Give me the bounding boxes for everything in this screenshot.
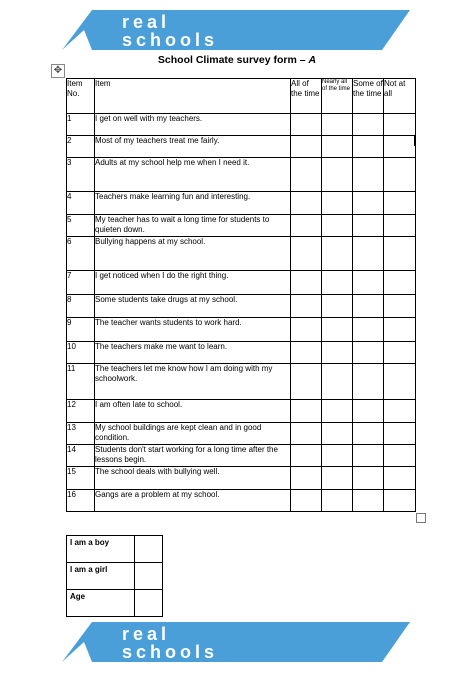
- response-some-cell[interactable]: [353, 342, 384, 364]
- table-row: [67, 114, 416, 136]
- response-nearly-cell[interactable]: [322, 114, 353, 136]
- header-item-no: Item No.: [67, 79, 95, 114]
- table-row: [67, 295, 416, 318]
- table-row: [67, 364, 416, 400]
- table-row: [67, 490, 416, 512]
- item-number: 6: [67, 237, 95, 271]
- item-number: 16: [67, 490, 95, 512]
- response-some-cell[interactable]: [353, 114, 384, 136]
- header-item: Item: [95, 79, 291, 114]
- label-i-am-a-girl: I am a girl: [67, 563, 135, 590]
- item-number: 1: [67, 114, 95, 136]
- item-statement: My teacher has to wait a long time for students to quieten down.: [95, 215, 291, 237]
- boy-checkbox-cell[interactable]: [135, 536, 163, 563]
- item-statement: Students don't start working for a long time after the lessons begin.: [95, 445, 291, 467]
- item-number: 13: [67, 423, 95, 445]
- response-nearly-cell[interactable]: [322, 423, 353, 445]
- item-statement: Gangs are a problem at my school.: [95, 490, 291, 512]
- item-statement: Adults at my school help me when I need it.: [95, 158, 291, 192]
- response-some-cell[interactable]: [353, 237, 384, 271]
- item-number: 8: [67, 295, 95, 318]
- response-some-cell[interactable]: [353, 136, 384, 158]
- item-statement: Most of my teachers treat me fairly.: [95, 136, 291, 158]
- response-not-cell[interactable]: [384, 136, 416, 158]
- response-all-cell[interactable]: [291, 318, 322, 342]
- response-nearly-cell[interactable]: [322, 445, 353, 467]
- logo-text-line2: schools: [122, 642, 219, 662]
- header-all-of-the-time: All of the time: [291, 79, 322, 114]
- table-row: [67, 318, 416, 342]
- item-statement: The teacher wants students to work hard.: [95, 318, 291, 342]
- logo-text-line2: schools: [122, 30, 219, 50]
- table-move-handle-icon[interactable]: ✥: [51, 64, 65, 78]
- item-number: 11: [67, 364, 95, 400]
- response-all-cell[interactable]: [291, 467, 322, 490]
- response-all-cell[interactable]: [291, 490, 322, 512]
- item-statement: The teachers make me want to learn.: [95, 342, 291, 364]
- title-main: School Climate survey form –: [157, 54, 309, 66]
- header-some-of-the-time: Some of the time: [353, 79, 384, 114]
- response-nearly-cell[interactable]: [322, 364, 353, 400]
- table-row: [67, 467, 416, 490]
- item-number: 9: [67, 318, 95, 342]
- header-nearly-all-of-the-time: Nearly all of the time: [322, 79, 353, 114]
- demographics-row-girl: [67, 563, 163, 590]
- table-row: [67, 423, 416, 445]
- table-row: [67, 192, 416, 215]
- response-nearly-cell[interactable]: [322, 318, 353, 342]
- item-number: 4: [67, 192, 95, 215]
- item-number: 10: [67, 342, 95, 364]
- item-number: 12: [67, 400, 95, 423]
- table-row: [67, 271, 416, 295]
- survey-table: [66, 78, 416, 512]
- response-some-cell[interactable]: [353, 467, 384, 490]
- response-all-cell[interactable]: [291, 158, 322, 192]
- response-nearly-cell[interactable]: [322, 295, 353, 318]
- response-some-cell[interactable]: [353, 295, 384, 318]
- text-cursor: [414, 136, 415, 146]
- response-not-cell[interactable]: [384, 490, 416, 512]
- response-some-cell[interactable]: [353, 192, 384, 215]
- logo-text-line1: real: [122, 12, 171, 32]
- response-nearly-cell[interactable]: [322, 192, 353, 215]
- response-not-cell[interactable]: [384, 445, 416, 467]
- real-schools-logo-top: [62, 10, 410, 50]
- response-all-cell[interactable]: [291, 400, 322, 423]
- response-some-cell[interactable]: [353, 215, 384, 237]
- demographics-table: [66, 535, 163, 617]
- response-nearly-cell[interactable]: [322, 136, 353, 158]
- item-statement: I am often late to school.: [95, 400, 291, 423]
- label-age: Age: [67, 590, 135, 617]
- response-all-cell[interactable]: [291, 445, 322, 467]
- response-nearly-cell[interactable]: [322, 467, 353, 490]
- item-statement: The teachers let me know how I am doing with my schoolwork.: [95, 364, 291, 400]
- item-statement: The school deals with bullying well.: [95, 467, 291, 490]
- item-statement: Bullying happens at my school.: [95, 237, 291, 271]
- table-row: [67, 342, 416, 364]
- title-variant: A: [308, 54, 317, 66]
- demographics-row-boy: [67, 536, 163, 563]
- response-not-cell[interactable]: [384, 364, 416, 400]
- response-not-cell[interactable]: [384, 342, 416, 364]
- response-some-cell[interactable]: [353, 364, 384, 400]
- response-all-cell[interactable]: [291, 215, 322, 237]
- response-all-cell[interactable]: [291, 364, 322, 400]
- label-i-am-a-boy: I am a boy: [67, 536, 135, 563]
- table-row: [67, 215, 416, 237]
- response-all-cell[interactable]: [291, 136, 322, 158]
- response-not-cell[interactable]: [384, 271, 416, 295]
- table-row: [67, 445, 416, 467]
- item-number: 2: [67, 136, 95, 158]
- table-header-row: [67, 79, 416, 114]
- response-all-cell[interactable]: [291, 271, 322, 295]
- response-not-cell[interactable]: [384, 318, 416, 342]
- response-some-cell[interactable]: [353, 318, 384, 342]
- response-some-cell[interactable]: [353, 158, 384, 192]
- response-not-cell[interactable]: [384, 215, 416, 237]
- real-schools-logo-bottom: [62, 622, 410, 662]
- response-not-cell[interactable]: [384, 400, 416, 423]
- response-some-cell[interactable]: [353, 271, 384, 295]
- response-all-cell[interactable]: [291, 342, 322, 364]
- response-nearly-cell[interactable]: [322, 400, 353, 423]
- response-some-cell[interactable]: [353, 445, 384, 467]
- item-number: 3: [67, 158, 95, 192]
- logo-text-line1: real: [122, 624, 171, 644]
- item-number: 14: [67, 445, 95, 467]
- response-not-cell[interactable]: [384, 114, 416, 136]
- response-some-cell[interactable]: [353, 423, 384, 445]
- girl-checkbox-cell[interactable]: [135, 563, 163, 590]
- response-not-cell[interactable]: [384, 237, 416, 271]
- item-number: 5: [67, 215, 95, 237]
- response-nearly-cell[interactable]: [322, 215, 353, 237]
- table-row: [67, 237, 416, 271]
- table-row: [67, 158, 416, 192]
- item-statement: Some students take drugs at my school.: [95, 295, 291, 318]
- response-not-cell[interactable]: [384, 192, 416, 215]
- item-statement: Teachers make learning fun and interesting.: [95, 192, 291, 215]
- response-nearly-cell[interactable]: [322, 237, 353, 271]
- item-statement: I get on well with my teachers.: [95, 114, 291, 136]
- response-not-cell[interactable]: [384, 467, 416, 490]
- demographics-row-age: [67, 590, 163, 617]
- response-nearly-cell[interactable]: [322, 158, 353, 192]
- item-number: 15: [67, 467, 95, 490]
- item-statement: My school buildings are kept clean and in good condition.: [95, 423, 291, 445]
- response-not-cell[interactable]: [384, 423, 416, 445]
- item-statement: I get noticed when I do the right thing.: [95, 271, 291, 295]
- response-some-cell[interactable]: [353, 400, 384, 423]
- table-resize-handle[interactable]: [416, 513, 426, 523]
- response-not-cell[interactable]: [384, 158, 416, 192]
- response-all-cell[interactable]: [291, 237, 322, 271]
- response-some-cell[interactable]: [353, 490, 384, 512]
- response-nearly-cell[interactable]: [322, 342, 353, 364]
- header-not-at-all: Not at all: [384, 79, 416, 114]
- page-title: [0, 54, 474, 66]
- age-input-cell[interactable]: [135, 590, 163, 617]
- response-all-cell[interactable]: [291, 295, 322, 318]
- response-all-cell[interactable]: [291, 114, 322, 136]
- response-nearly-cell[interactable]: [322, 271, 353, 295]
- table-row: [67, 400, 416, 423]
- response-not-cell[interactable]: [384, 295, 416, 318]
- response-all-cell[interactable]: [291, 423, 322, 445]
- response-nearly-cell[interactable]: [322, 490, 353, 512]
- item-number: 7: [67, 271, 95, 295]
- table-row: [67, 136, 416, 158]
- response-all-cell[interactable]: [291, 192, 322, 215]
